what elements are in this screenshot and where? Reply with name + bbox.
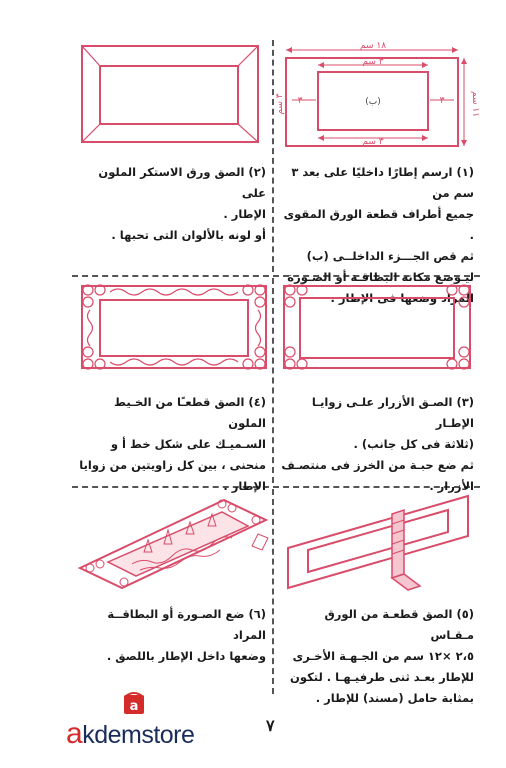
step-6-line: (٦) ضع الصـورة أو البطاقــة المراد — [107, 607, 266, 642]
dim-right-label: ١١ سم — [470, 90, 480, 118]
page-number: ٧ — [266, 716, 275, 735]
diagram-frame-stand — [280, 490, 480, 590]
step-4-line: منحنى ، بين كل زاويتين من زوايا — [79, 458, 266, 472]
step-6-text — [74, 604, 266, 667]
step-5-text — [278, 604, 474, 709]
dim-left-label: ٣ سم — [275, 93, 285, 115]
step-1-line: ثم قص الجـــزء الداخلــى (ب) — [306, 249, 474, 263]
step-1-line: (١) ارسم إطارًا داخليًا على بعد ٣ سم من — [291, 165, 474, 200]
step-1-line: المراد وضعها فى الإطار . — [330, 291, 474, 305]
dim-right-inner-label: ٣ — [439, 96, 445, 106]
step-2-line: أو لونه بالألوان التى تحبها . — [111, 228, 266, 242]
logo-first-letter: a — [66, 717, 83, 750]
step-3-line: (ثلاثة فى كل جانب) . — [353, 437, 474, 451]
dim-inner-top-label: ٣ سم — [362, 57, 384, 67]
vertical-divider-3 — [272, 489, 274, 694]
logo-rest: kdemstore — [82, 721, 195, 749]
diagram-colored-frame — [78, 40, 268, 150]
step-5-line: (٥) الصق قطعـة من الورق مـقـاس — [324, 607, 474, 642]
dim-outer-label: ١٨ سم — [359, 41, 387, 51]
step-4-line: السـميـك على شكل خط أ و — [110, 437, 266, 451]
step-2-line: (٢) الصق ورق الاستكر الملون على — [98, 165, 266, 200]
step-3-text — [278, 392, 474, 497]
diagram-frame-dimensions — [275, 38, 488, 150]
step-4-line: (٤) الصق قطعـًا من الخـيط الملون — [114, 395, 266, 430]
book-icon — [122, 690, 146, 716]
step-6-line: وضعها داخل الإطار باللصق . — [106, 649, 266, 663]
diagram-frame-picture — [74, 490, 270, 594]
diagram-frame-buttons — [278, 280, 478, 372]
step-1-line: ليـوضع مكانه البطاقـة أو الصـورة — [287, 270, 474, 284]
logo-wordmark — [66, 717, 194, 751]
center-label: (ب) — [365, 97, 381, 107]
step-5-line: للإطار بعـد ثنى طرفيـهـا . لتكون — [290, 670, 474, 684]
dim-inner-bottom-label: ٣ سم — [362, 137, 384, 147]
step-4-text — [74, 392, 266, 497]
step-3-line: ثم ضع حبـة من الخرز فى منتصـف — [281, 458, 474, 472]
step-5-line: بمثابة حامل (مسند) للإطار . — [315, 691, 474, 705]
svg-text:a: a — [129, 699, 139, 714]
step-3-line: (٣) الصـق الأزرار علـى زوايـا الإطـار — [311, 395, 474, 430]
dim-left-inner-label: ٣ — [297, 96, 303, 106]
step-3-line: الأزرار . — [429, 479, 474, 493]
step-4-line: الإطار . — [223, 479, 266, 493]
step-1-line: جميع أطراف قطعة الورق المقوى . — [283, 207, 474, 242]
step-2-text — [74, 162, 266, 246]
vertical-divider-1 — [272, 40, 274, 272]
step-5-line: ٢،٥ ×١٢ سم من الجـهـة الأخـرى — [292, 649, 474, 663]
diagram-frame-thread — [76, 280, 272, 372]
step-2-line: الإطار . — [223, 207, 266, 221]
vertical-divider-2 — [272, 278, 274, 483]
logo-badge — [122, 690, 146, 716]
